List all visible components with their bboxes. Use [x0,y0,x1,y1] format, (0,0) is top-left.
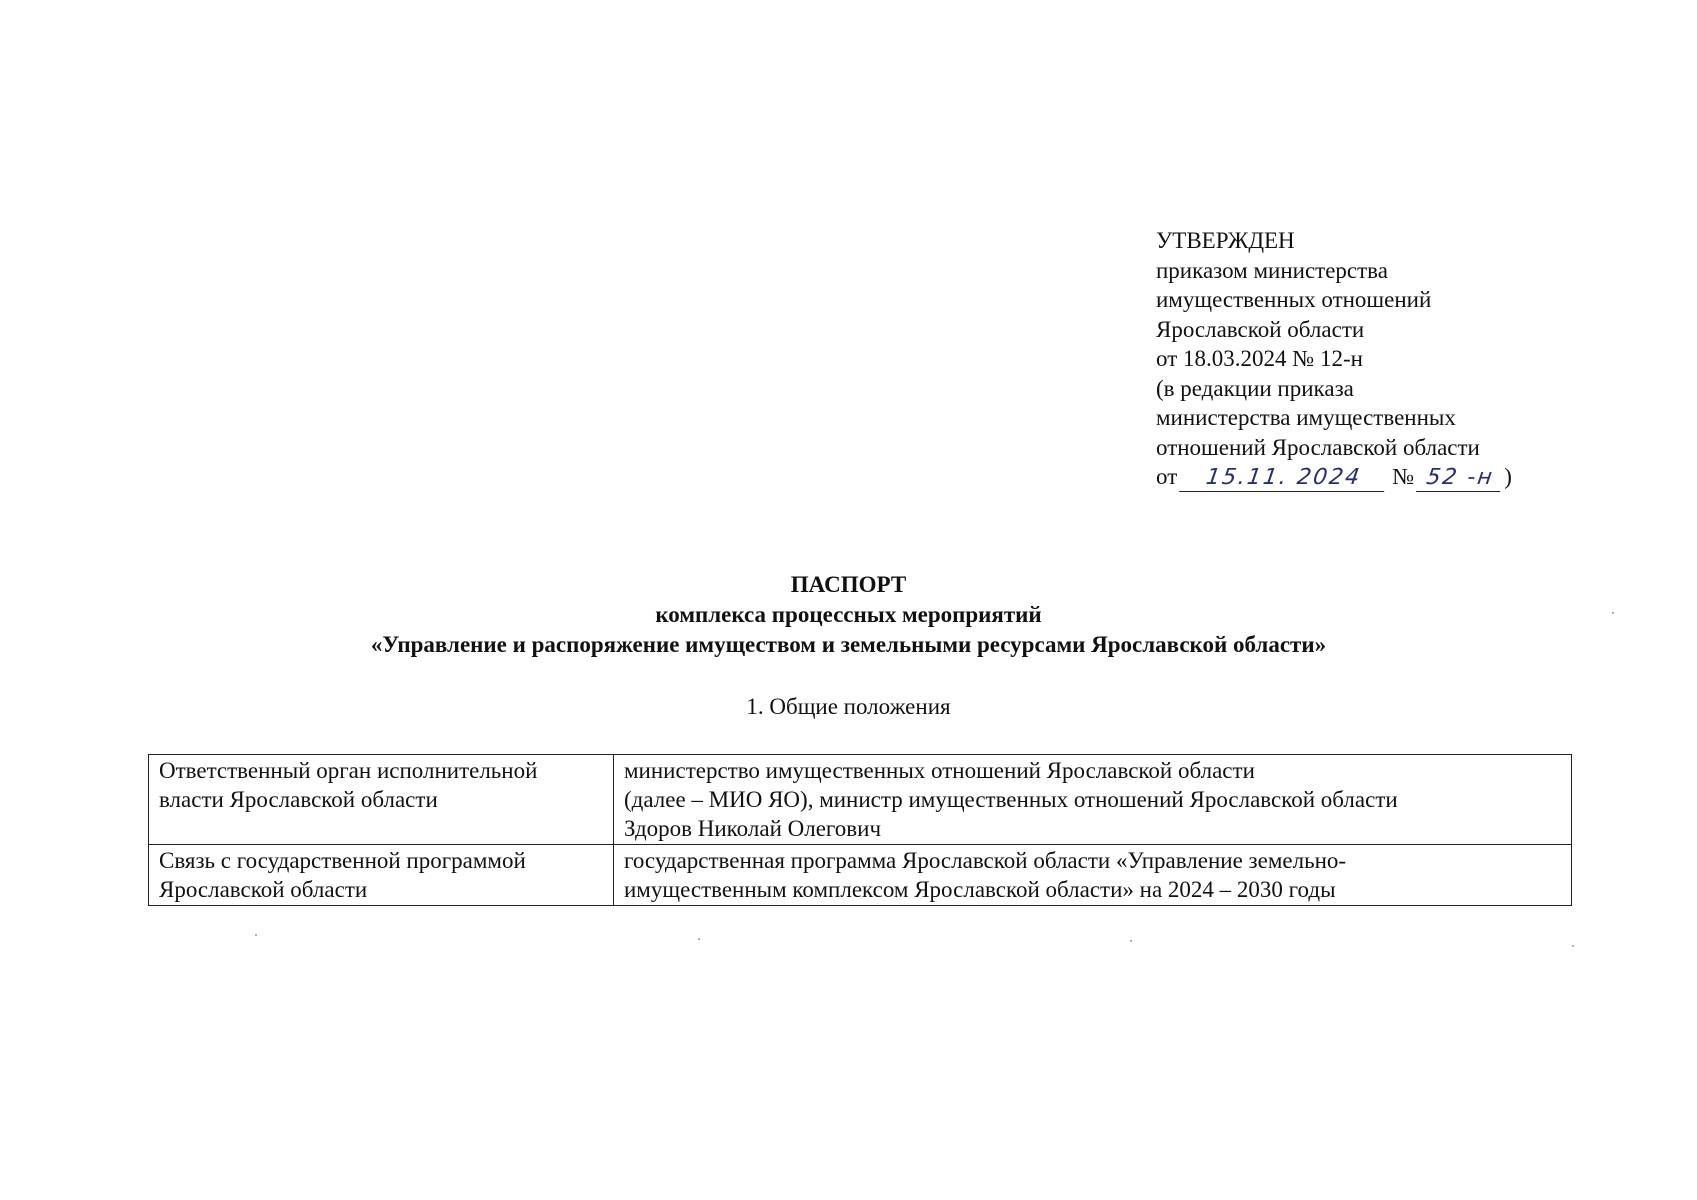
document-title: ПАСПОРТ [790,572,907,597]
document-subtitle: комплекса процессных мероприятий [655,602,1042,627]
approval-line: приказом министерства [1156,257,1388,283]
approval-line: Ярославской области [1156,316,1365,342]
approval-line: имущественных отношений [1156,287,1432,312]
scan-artifact [698,938,700,940]
approval-line: (в редакции приказа [1156,375,1354,401]
scan-artifact [1612,612,1614,614]
prefix-from: от [1156,464,1178,489]
scan-artifact [255,934,257,936]
approval-line: отношений Ярославской области [1156,434,1480,460]
approval-line: министерства имущественных [1156,405,1456,430]
handwritten-date: 15.11. 2024 [1179,465,1388,492]
handwritten-number: 52 -н [1416,465,1504,492]
table-row [149,755,1572,845]
value-line: имущественным комплексом Ярославской области» на 2024 – 2030 годы [624,877,1336,902]
document-name: «Управление и распоряжение имуществом и земельными ресурсами Ярославской области» [370,632,1327,657]
table-row [149,845,1572,906]
number-sign: № [1392,464,1415,489]
value-line: Здоров Николай Олегович [624,816,882,841]
value-line: (далее – МИО ЯО), министр имущественных отношений Ярославской области [624,787,1398,812]
scan-artifact [1572,945,1574,947]
section-title: 1. Общие положения [746,694,951,719]
row-value [614,845,1572,906]
approval-block [1156,226,1576,492]
row-value [614,755,1572,845]
passport-table [148,754,1572,906]
approval-amendment-line [1156,462,1576,492]
value-line: министерство имущественных отношений Ярославской области [624,758,1255,783]
row-label: Связь с государственной программой Ярославской области [149,845,614,906]
row-label: Ответственный орган исполнительной власти Ярославской области [149,755,614,845]
approval-order-date: от 18.03.2024 № 12-н [1156,346,1363,371]
closing-paren: ) [1504,464,1512,489]
scan-artifact [1130,940,1132,942]
approval-title: УТВЕРЖДЕН [1156,228,1295,253]
value-line: государственная программа Ярославской области «Управление земельно- [624,848,1347,873]
